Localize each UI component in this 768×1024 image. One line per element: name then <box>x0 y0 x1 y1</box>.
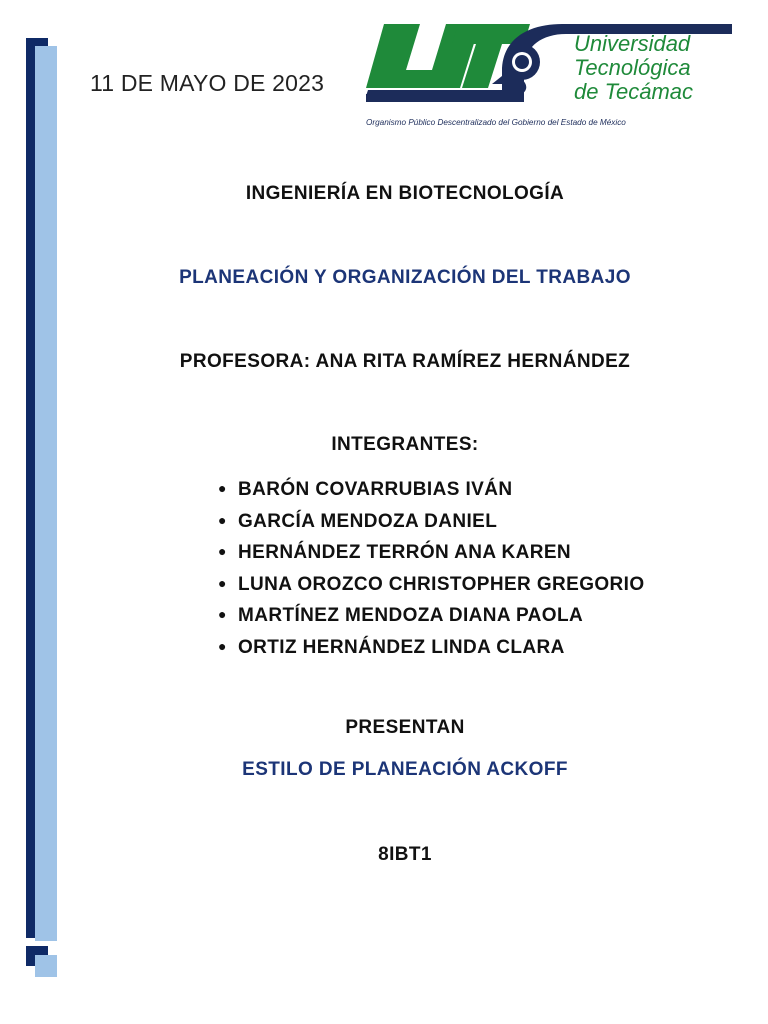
bullet-icon: ● <box>218 511 227 528</box>
university-name-line: de Tecámac <box>574 79 694 104</box>
list-item: ● ORTIZ HERNÁNDEZ LINDA CLARA <box>218 632 645 664</box>
list-item: ● GARCÍA MENDOZA DANIEL <box>218 506 645 538</box>
career-title: INGENIERÍA EN BIOTECNOLOGÍA <box>245 183 565 204</box>
university-name-line: Tecnológica <box>574 55 691 80</box>
topic-title: ESTILO DE PLANEACIÓN ACKOFF <box>242 759 568 780</box>
list-item: ● MARTÍNEZ MENDOZA DIANA PAOLA <box>218 600 645 632</box>
group-code: 8IBT1 <box>378 844 432 865</box>
bullet-icon: ● <box>218 543 227 559</box>
bullet-icon: ● <box>218 574 227 591</box>
university-name-line: Universidad <box>574 31 691 56</box>
university-subtitle: Organismo Público Descentralizado del Gobierno del Estado de México <box>366 118 626 127</box>
teacher-line: PROFESORA: ANA RITA RAMÍREZ HERNÁNDEZ <box>179 351 631 372</box>
university-name <box>574 32 693 104</box>
list-item: ● LUNA OROZCO CHRISTOPHER GREGORIO <box>218 569 645 601</box>
left-border-light <box>35 46 57 941</box>
subject-title: PLANEACIÓN Y ORGANIZACIÓN DEL TRABAJO <box>179 267 631 288</box>
university-logo <box>362 18 734 136</box>
members-heading: INTEGRANTES: <box>331 434 479 455</box>
bullet-icon: ● <box>218 637 227 654</box>
list-item: ● BARÓN COVARRUBIAS IVÁN <box>218 474 645 506</box>
bullet-icon: ● <box>218 480 227 496</box>
document-date: 11 DE MAYO DE 2023 <box>90 70 325 96</box>
presentan-label: PRESENTAN <box>345 717 465 738</box>
bullet-icon: ● <box>218 606 227 622</box>
members-list <box>218 474 645 663</box>
list-item: ● HERNÁNDEZ TERRÓN ANA KAREN <box>218 537 645 569</box>
border-corner-light <box>35 955 57 977</box>
